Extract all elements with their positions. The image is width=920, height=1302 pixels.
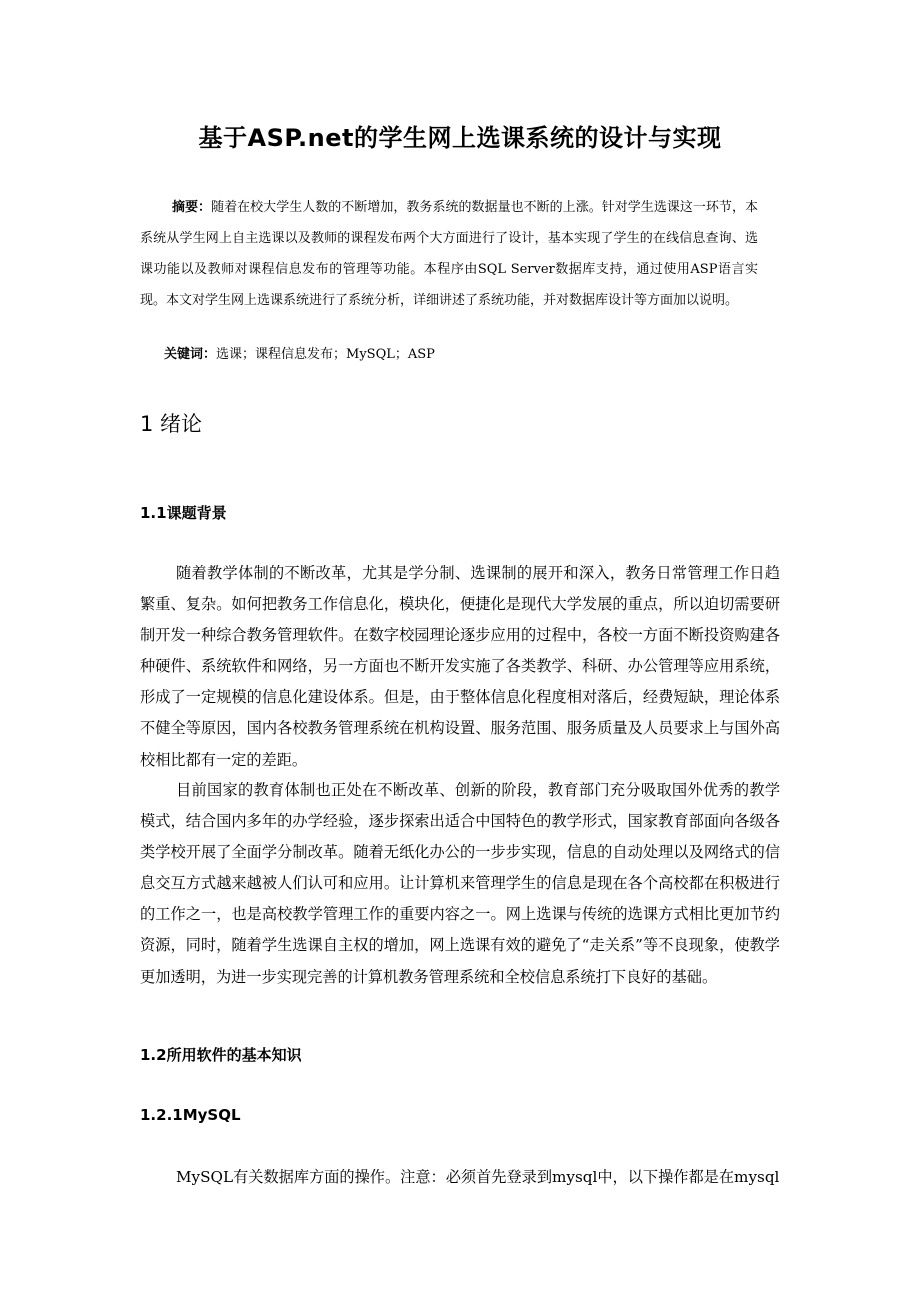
section-heading-1-2: 1.2所用软件的基本知识: [140, 1046, 302, 1064]
section-heading-1-2-1: 1.2.1MySQL: [140, 1106, 241, 1124]
abstract-label: 摘要：: [172, 200, 212, 215]
abstract: [140, 192, 758, 316]
keywords-label: 关键词：: [164, 347, 217, 362]
paragraph: 目前国家的教育体制也正处在不断改革、创新的阶段，教育部门充分吸取国外优秀的教学模式，结合国内多年的办学经验，逐步探索出适合中国特色的教学形式，国家教育部面向各级各类学校开展了全面学分制改革。随着无纸化办公的一步步实现，信息的自动处理以及网络式的信息交互方式越来越被人们认可和应用。让计算机来管理学生的信息是现在各个高校都在积极进行的工作之一，也是高校教学管理工作的重要内容之一。网上选课与传统的选课方式相比更加节约资源，同时，随着学生选课自主权的增加，网上选课有效的避免了“走关系”等不良现象，使教学更加透明，为进一步实现完善的计算机教务管理系统和全校信息系统打下良好的基础。: [140, 781, 780, 986]
paragraph: 随着教学体制的不断改革，尤其是学分制、选课制的展开和深入，教务日常管理工作日趋繁重、复杂。如何把教务工作信息化，模块化，便捷化是现代大学发展的重点，所以迫切需要研制开发一种综合教务管理软件。在数字校园理论逐步应用的过程中，各校一方面不断投资购建各种硬件、系统软件和网络，另一方面也不断开发实施了各类教学、科研、办公管理等应用系统，形成了一定规模的信息化建设体系。但是，由于整体信息化程度相对落后，经费短缺，理论体系不健全等原因，国内各校教务管理系统在机构设置、服务范围、服务质量及人员要求上与国外高校相比都有一定的差距。: [140, 564, 780, 769]
paper-title: 基于ASP.net的学生网上选课系统的设计与实现: [198, 124, 722, 152]
section-heading-1-1: 1.1课题背景: [140, 504, 227, 522]
section-heading-1: 1 绪论: [140, 412, 203, 436]
paragraph: MySQL有关数据库方面的操作。注意：必须首先登录到mysql中，以下操作都是在mysql: [176, 1168, 780, 1186]
keywords: [164, 341, 764, 369]
abstract-text: 随着在校大学生人数的不断增加，教务系统的数据量也不断的上涨。针对学生选课这一环节，本系统从学生网上自主选课以及教师的课程发布两个大方面进行了设计，基本实现了学生的在线信息查询、选课功能以及教师对课程信息发布的管理等功能。本程序由SQL Server数据库支持，通过使用ASP语言实现。本文对学生网上选课系统进行了系统分析，详细讲述了系统功能，并对数据库设计等方面加以说明。: [140, 200, 758, 308]
keywords-text: 选课；课程信息发布；MySQL；ASP: [216, 347, 435, 362]
